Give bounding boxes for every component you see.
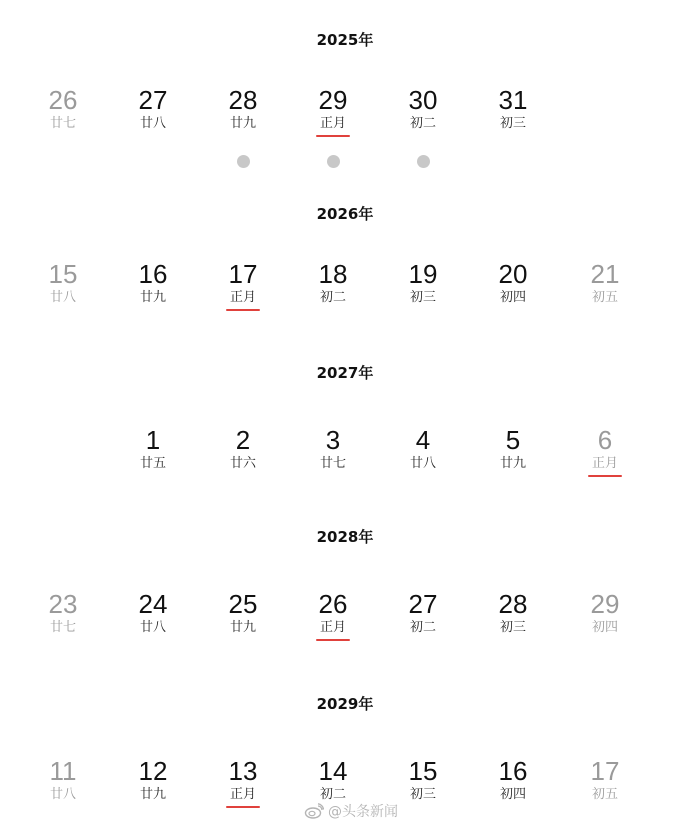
day-number: 27 xyxy=(138,85,168,115)
day-number: 27 xyxy=(408,589,438,619)
lunar-date: 廿七 xyxy=(49,116,76,131)
lunar-date: 廿九 xyxy=(229,116,256,131)
day-cell[interactable] xyxy=(203,426,283,472)
day-number: 23 xyxy=(48,589,78,619)
day-cell[interactable] xyxy=(23,590,103,636)
lunar-date: 初三 xyxy=(409,290,436,305)
year-title: 2029年 xyxy=(316,695,374,713)
day-cell[interactable] xyxy=(203,260,283,306)
day-cell[interactable] xyxy=(383,426,463,472)
day-number: 14 xyxy=(318,756,348,786)
lunar-date: 初三 xyxy=(409,787,436,802)
new-year-underline xyxy=(316,639,350,641)
day-number: 16 xyxy=(138,259,168,289)
lunar-date: 廿八 xyxy=(49,787,76,802)
lunar-date: 廿六 xyxy=(229,456,256,471)
day-number: 20 xyxy=(498,259,528,289)
day-number: 26 xyxy=(48,85,78,115)
day-number: 5 xyxy=(505,425,521,455)
day-number: 16 xyxy=(498,756,528,786)
day-number: 15 xyxy=(48,259,78,289)
day-cell[interactable] xyxy=(473,86,553,132)
day-cell[interactable] xyxy=(383,757,463,803)
day-cell[interactable] xyxy=(293,260,373,306)
day-number: 25 xyxy=(228,589,258,619)
lunar-date: 廿九 xyxy=(229,620,256,635)
lunar-date: 初四 xyxy=(499,290,526,305)
day-number: 6 xyxy=(597,425,613,455)
day-number: 28 xyxy=(228,85,258,115)
day-cell[interactable] xyxy=(383,260,463,306)
day-cell[interactable] xyxy=(473,757,553,803)
lunar-date: 初三 xyxy=(499,116,526,131)
day-cell[interactable] xyxy=(293,757,373,803)
lunar-date: 初四 xyxy=(591,620,618,635)
day-number: 31 xyxy=(498,85,528,115)
year-title: 2026年 xyxy=(316,205,374,223)
lunar-date: 正月 xyxy=(591,456,618,471)
lunar-date: 初五 xyxy=(591,787,618,802)
day-number: 13 xyxy=(228,756,258,786)
lunar-date: 初五 xyxy=(591,290,618,305)
day-cell[interactable] xyxy=(113,590,193,636)
day-cell[interactable] xyxy=(113,426,193,472)
day-cell[interactable] xyxy=(23,86,103,132)
day-cell[interactable] xyxy=(565,260,645,306)
day-cell[interactable] xyxy=(203,590,283,636)
day-cell[interactable] xyxy=(473,260,553,306)
lunar-date: 廿九 xyxy=(139,290,166,305)
day-cell[interactable] xyxy=(565,757,645,803)
new-year-underline xyxy=(226,309,260,311)
new-year-underline xyxy=(226,806,260,808)
year-title: 2027年 xyxy=(316,364,374,382)
day-cell[interactable] xyxy=(113,757,193,803)
event-dot xyxy=(237,155,250,168)
day-number: 17 xyxy=(590,756,620,786)
new-year-underline xyxy=(588,475,622,477)
day-cell[interactable] xyxy=(23,757,103,803)
lunar-date: 正月 xyxy=(319,116,346,131)
lunar-date: 廿七 xyxy=(49,620,76,635)
day-cell[interactable] xyxy=(565,426,645,472)
day-cell[interactable] xyxy=(293,590,373,636)
day-cell[interactable] xyxy=(203,757,283,803)
event-dot xyxy=(327,155,340,168)
day-number: 19 xyxy=(408,259,438,289)
lunar-date: 初二 xyxy=(409,620,436,635)
lunar-date: 廿八 xyxy=(49,290,76,305)
lunar-date: 廿八 xyxy=(139,620,166,635)
day-number: 1 xyxy=(145,425,161,455)
day-number: 12 xyxy=(138,756,168,786)
lunar-date: 廿九 xyxy=(499,456,526,471)
day-number: 24 xyxy=(138,589,168,619)
day-number: 18 xyxy=(318,259,348,289)
lunar-date: 初二 xyxy=(409,116,436,131)
day-number: 15 xyxy=(408,756,438,786)
day-number: 28 xyxy=(498,589,528,619)
day-cell[interactable] xyxy=(293,426,373,472)
day-number: 3 xyxy=(325,425,341,455)
watermark xyxy=(304,801,398,821)
day-number: 29 xyxy=(590,589,620,619)
lunar-date: 正月 xyxy=(229,290,256,305)
day-cell[interactable] xyxy=(293,86,373,132)
year-title: 2028年 xyxy=(316,528,374,546)
lunar-date: 廿九 xyxy=(139,787,166,802)
lunar-date: 初二 xyxy=(319,290,346,305)
day-cell[interactable] xyxy=(473,426,553,472)
lunar-date: 廿五 xyxy=(139,456,166,471)
day-cell[interactable] xyxy=(23,260,103,306)
day-number: 11 xyxy=(49,756,77,786)
day-number: 17 xyxy=(228,259,258,289)
day-number: 2 xyxy=(235,425,251,455)
lunar-date: 正月 xyxy=(319,620,346,635)
lunar-date: 廿七 xyxy=(319,456,346,471)
new-year-underline xyxy=(316,135,350,137)
lunar-date: 初三 xyxy=(499,620,526,635)
lunar-date: 廿八 xyxy=(409,456,436,471)
weibo-icon xyxy=(304,803,324,819)
year-title: 2025年 xyxy=(316,31,374,49)
day-number: 29 xyxy=(318,85,348,115)
event-dot xyxy=(417,155,430,168)
day-cell[interactable] xyxy=(383,590,463,636)
day-cell[interactable] xyxy=(113,260,193,306)
lunar-date: 正月 xyxy=(229,787,256,802)
day-number: 30 xyxy=(408,85,438,115)
lunar-date: 初四 xyxy=(499,787,526,802)
day-cell[interactable] xyxy=(113,86,193,132)
day-cell[interactable] xyxy=(383,86,463,132)
watermark-text: @头条新闻 xyxy=(328,804,398,820)
lunar-date: 廿八 xyxy=(139,116,166,131)
lunar-date: 初二 xyxy=(319,787,346,802)
day-cell[interactable] xyxy=(565,590,645,636)
day-cell[interactable] xyxy=(203,86,283,132)
day-cell[interactable] xyxy=(473,590,553,636)
day-number: 21 xyxy=(590,259,620,289)
day-number: 26 xyxy=(318,589,348,619)
day-number: 4 xyxy=(415,425,431,455)
